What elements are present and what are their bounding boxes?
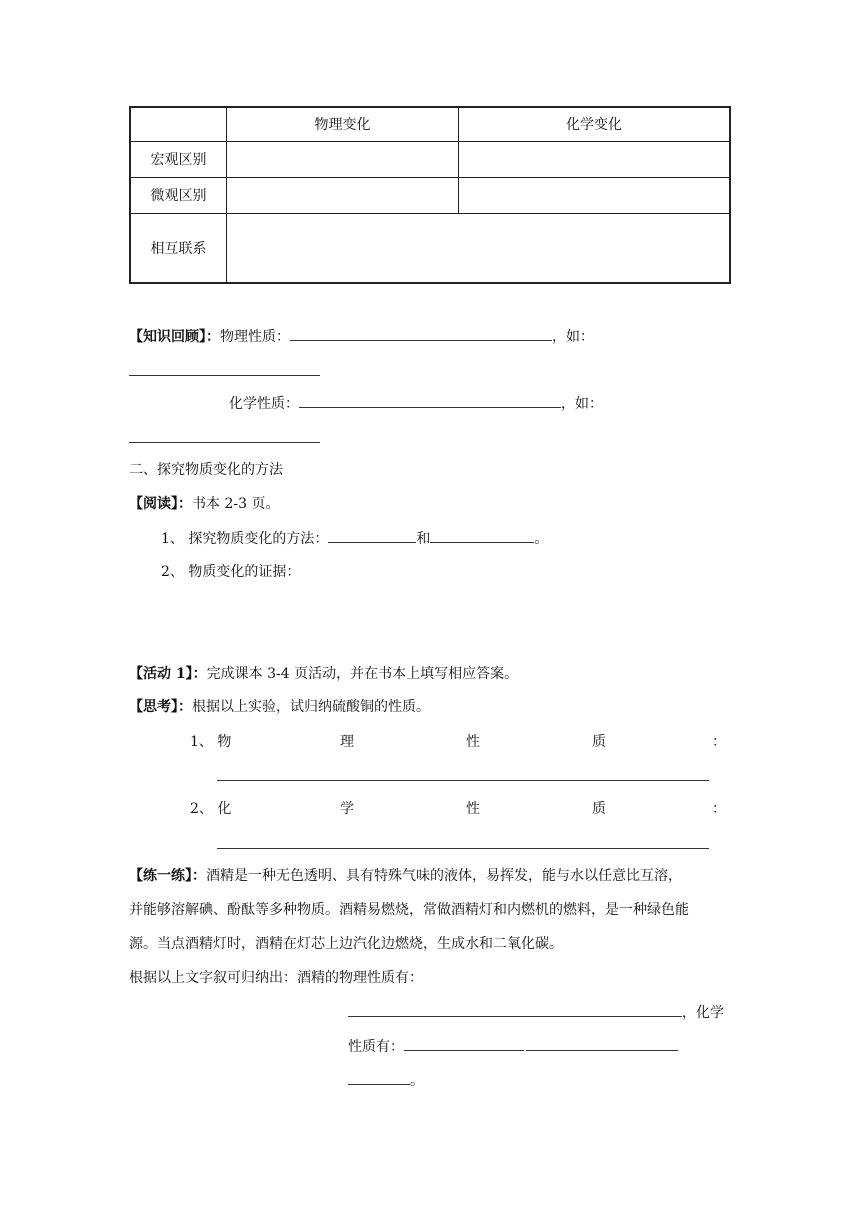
table-row xyxy=(130,141,730,177)
think-text: 根据以上实验，试归纳硫酸铜的性质。 xyxy=(192,699,430,715)
read-label: 【阅读】： xyxy=(129,496,192,512)
review-chemical-line xyxy=(229,393,603,414)
think-line xyxy=(129,697,430,717)
think-item-1-char: 理 xyxy=(340,734,354,750)
read-line xyxy=(129,494,279,514)
activity-label: 【活动 1】： xyxy=(129,666,207,682)
think-item-2-char: 学 xyxy=(340,801,354,817)
alcohol-chemical-blank-2[interactable] xyxy=(526,1036,678,1051)
method-blank-1[interactable] xyxy=(328,528,416,543)
chemical-properties-end xyxy=(348,1070,424,1091)
table-row xyxy=(130,177,730,213)
question-1 xyxy=(161,528,548,549)
think-label: 【思考】： xyxy=(129,699,192,715)
review-physical-line xyxy=(129,326,594,347)
row-header-micro: 微观区别 xyxy=(130,177,227,213)
table-cell[interactable] xyxy=(227,177,459,213)
question-2: 2、 物质变化的证据： xyxy=(161,564,301,580)
think-item-2-char: ： xyxy=(712,801,726,817)
table-cell[interactable] xyxy=(227,141,459,177)
question-1-text: 1、 探究物质变化的方法： xyxy=(161,531,329,547)
think-item-2-char: 性 xyxy=(466,801,480,817)
and-text: 和 xyxy=(416,531,431,547)
chemical-property-label: 化学性质： xyxy=(229,396,299,412)
table-header-row xyxy=(130,107,730,141)
period: 。 xyxy=(534,531,549,547)
physical-property-blank[interactable] xyxy=(290,326,552,341)
practice-summary: 根据以上文字叙可归纳出：酒精的物理性质有： xyxy=(129,970,423,986)
think-item-2-char: 质 xyxy=(592,801,606,817)
alcohol-chemical-blank-1[interactable] xyxy=(404,1036,524,1051)
table-row xyxy=(130,213,730,283)
think-item-1-char: 质 xyxy=(592,734,606,750)
table-cell-merged[interactable] xyxy=(227,213,731,283)
table-corner-cell xyxy=(130,107,227,141)
think-item-1-char: 性 xyxy=(466,734,480,750)
chemical-tail-text: ，化学 xyxy=(682,1005,724,1021)
think-item-1-char: 1、 物 xyxy=(190,734,232,750)
practice-line-3: 源。当点酒精灯时，酒精在灯芯上边汽化边燃烧，生成水和二氧化碳。 xyxy=(129,936,563,952)
think-item-1-char: ： xyxy=(712,734,726,750)
review-label: 【知识回顾】： xyxy=(129,329,220,345)
end-period: 。 xyxy=(410,1073,424,1089)
col-header-chemical: 化学变化 xyxy=(459,107,731,141)
practice-line-1 xyxy=(129,866,682,886)
chemical-answer-blank[interactable] xyxy=(217,848,709,849)
section-heading: 二、探究物质变化的方法 xyxy=(129,462,283,478)
method-blank-2[interactable] xyxy=(430,528,534,543)
activity-text: 完成课本 3-4 页活动，并在书本上填写相应答案。 xyxy=(206,666,519,682)
physical-answer-blank[interactable] xyxy=(217,780,709,781)
row-header-relation: 相互联系 xyxy=(130,213,227,283)
practice-text-1: 酒精是一种无色透明、具有特殊气味的液体，易挥发，能与水以任意比互溶， xyxy=(206,868,682,884)
comparison-table xyxy=(129,106,731,284)
row-header-macro: 宏观区别 xyxy=(130,141,227,177)
physical-example-blank[interactable] xyxy=(129,375,320,376)
read-text: 书本 2-3 页。 xyxy=(192,496,280,512)
practice-label: 【练一练】： xyxy=(129,868,206,884)
alcohol-chemical-blank-3[interactable] xyxy=(348,1070,410,1085)
table-cell[interactable] xyxy=(459,141,731,177)
chemical-properties-label: 性质有： xyxy=(348,1039,404,1055)
table-cell[interactable] xyxy=(459,177,731,213)
physical-property-label: 物理性质： xyxy=(220,329,290,345)
activity-line xyxy=(129,664,518,684)
chemical-properties-answer xyxy=(348,1036,678,1057)
alcohol-physical-blank[interactable] xyxy=(348,1002,682,1017)
physical-properties-answer xyxy=(348,1002,724,1023)
think-item-2-char: 2、 化 xyxy=(190,801,232,817)
col-header-physical: 物理变化 xyxy=(227,107,459,141)
example-label: ，如： xyxy=(552,329,594,345)
example-label: ，如： xyxy=(561,396,603,412)
chemical-property-blank[interactable] xyxy=(299,393,561,408)
chemical-example-blank[interactable] xyxy=(129,442,320,443)
practice-line-2: 并能够溶解碘、酚酞等多种物质。酒精易燃烧，常做酒精灯和内燃机的燃料，是一种绿色能 xyxy=(129,902,689,918)
